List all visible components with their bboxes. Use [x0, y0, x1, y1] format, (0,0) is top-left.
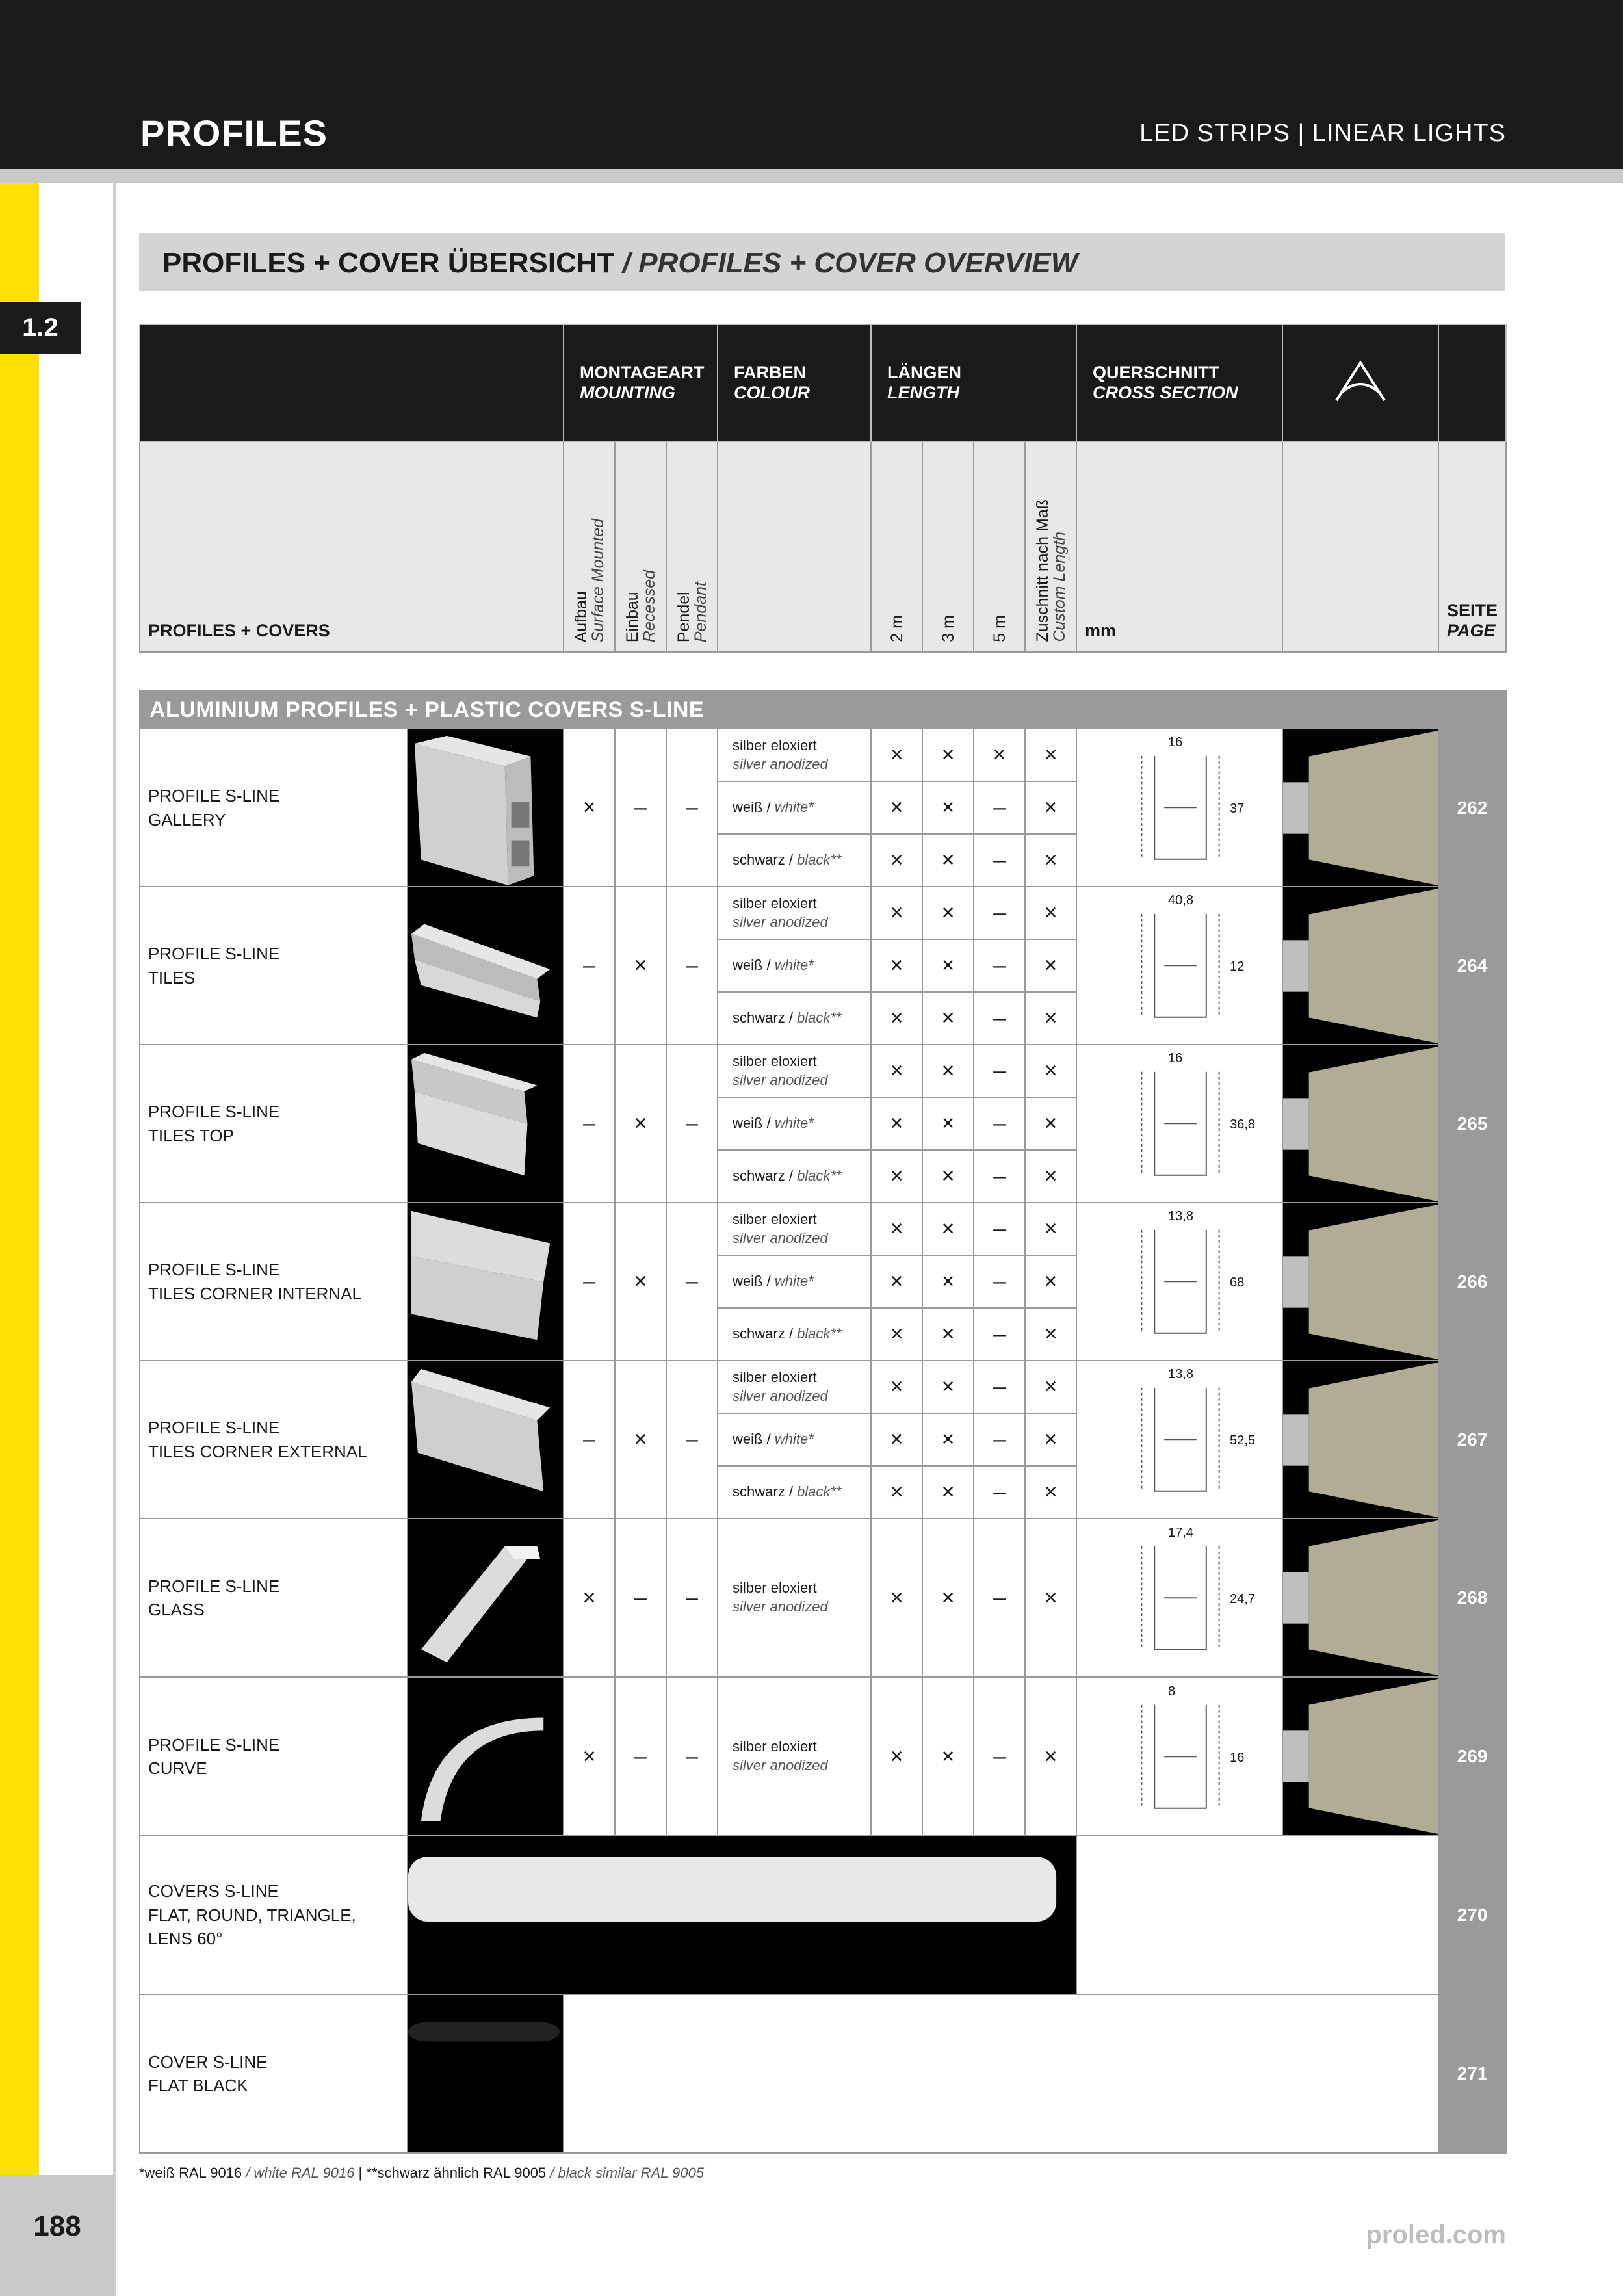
margin-line [113, 183, 116, 2296]
length-mark: – [974, 1413, 1025, 1466]
light-distribution [1282, 1677, 1438, 1836]
colour-white: weiß / white* [718, 1097, 871, 1150]
table-row [140, 1203, 1506, 1255]
colour-silver: silber eloxiert silver anodized [718, 1361, 871, 1413]
product-image [408, 729, 564, 887]
dim-width: 13,8 [1168, 1209, 1193, 1224]
header-blank-page [1438, 324, 1506, 441]
page-ref: 269 [1438, 1677, 1506, 1836]
length-mark: – [974, 1677, 1025, 1836]
cross-section [1076, 1361, 1282, 1519]
length-mark: × [922, 1045, 974, 1097]
length-mark: – [974, 1255, 1025, 1308]
table-row [140, 1994, 1506, 2153]
header-3m: 3 m [922, 441, 974, 652]
website-url: proled.com [1366, 2221, 1506, 2249]
light-distribution [1282, 1045, 1438, 1203]
length-mark: × [871, 1361, 922, 1413]
table-row [140, 887, 1506, 939]
length-mark: × [871, 781, 922, 834]
dim-height: 36,8 [1230, 1117, 1255, 1132]
colour-black: schwarz / black** [718, 1308, 871, 1361]
header-cross-section: QUERSCHNITT CROSS SECTION [1076, 324, 1282, 441]
length-mark: × [1025, 729, 1076, 781]
length-mark: × [922, 834, 974, 887]
colour-white: weiß / white* [718, 1255, 871, 1308]
length-mark: × [922, 992, 974, 1045]
beam-angle-icon [1282, 324, 1438, 441]
light-distribution [1282, 1519, 1438, 1677]
header-pendant: Pendel Pendant [666, 441, 718, 652]
table-gap [140, 652, 1506, 691]
page-ref: 270 [1438, 1836, 1506, 1994]
header-colour: FARBEN COLOUR [718, 324, 871, 441]
colour-black: schwarz / black** [718, 834, 871, 887]
table-row [140, 1836, 1506, 1994]
length-mark: × [922, 1308, 974, 1361]
header-colour-blank [718, 441, 871, 652]
length-mark: × [1025, 834, 1076, 887]
colour-black: schwarz / black** [718, 1466, 871, 1519]
colour-white: weiß / white* [718, 939, 871, 992]
length-mark: × [1025, 1097, 1076, 1150]
length-mark: × [1025, 1308, 1076, 1361]
mount-mark: × [564, 729, 615, 887]
cross-section [1076, 887, 1282, 1045]
colour-silver: silber eloxiert silver anodized [718, 887, 871, 939]
length-mark: × [1025, 939, 1076, 992]
header-mounting: MONTAGEART MOUNTING [564, 324, 718, 441]
length-mark: – [974, 992, 1025, 1045]
cross-section [1076, 729, 1282, 887]
page-title: PROFILES [140, 112, 328, 153]
mount-mark: × [615, 1045, 666, 1203]
mount-mark: – [666, 1203, 718, 1361]
mount-mark: – [666, 887, 718, 1045]
mount-mark: – [666, 1519, 718, 1677]
empty-cell [564, 1994, 1438, 2153]
length-mark: × [922, 729, 974, 781]
mount-mark: – [564, 1203, 615, 1361]
product-name: COVER S-LINE FLAT BLACK [140, 1994, 408, 2153]
header-length: LÄNGEN LENGTH [871, 324, 1076, 441]
length-mark: – [974, 1150, 1025, 1203]
table-row [140, 1519, 1506, 1677]
cross-section [1076, 1203, 1282, 1361]
length-mark: × [922, 1413, 974, 1466]
page-ref: 268 [1438, 1519, 1506, 1677]
product-image [408, 1203, 564, 1361]
dim-height: 37 [1230, 802, 1245, 816]
product-name: COVERS S-LINE FLAT, ROUND, TRIANGLE, LENS 60° [140, 1836, 408, 1994]
dim-width: 13,8 [1168, 1367, 1193, 1382]
length-mark: × [1025, 1677, 1076, 1836]
product-name: PROFILE S-LINE TILES CORNER EXTERNAL [140, 1361, 408, 1519]
length-mark: × [922, 1361, 974, 1413]
mount-mark: × [564, 1677, 615, 1836]
chapter-tab: 1.2 [0, 302, 81, 354]
header-surface: Aufbau Surface Mounted [564, 441, 615, 652]
page-ref: 262 [1438, 729, 1506, 887]
product-image [408, 1519, 564, 1677]
dim-width: 8 [1168, 1684, 1176, 1699]
page-ref: 271 [1438, 1994, 1506, 2153]
length-mark: – [974, 1097, 1025, 1150]
length-mark: – [974, 834, 1025, 887]
length-mark: × [871, 1045, 922, 1097]
length-mark: – [974, 939, 1025, 992]
table-row [140, 1045, 1506, 1097]
page-ref: 266 [1438, 1203, 1506, 1361]
colour-silver: silber eloxiert silver anodized [718, 729, 871, 781]
cross-section [1076, 1045, 1282, 1203]
length-mark: × [922, 1255, 974, 1308]
length-mark: × [871, 1255, 922, 1308]
length-mark: × [871, 1466, 922, 1519]
length-mark: × [1025, 1466, 1076, 1519]
length-mark: × [871, 834, 922, 887]
length-mark: × [1025, 1413, 1076, 1466]
mount-mark: × [615, 1361, 666, 1519]
length-mark: – [974, 1361, 1025, 1413]
section-band: ALUMINIUM PROFILES + PLASTIC COVERS S-LINE [140, 691, 1506, 729]
length-mark: × [922, 1519, 974, 1677]
length-mark: × [1025, 992, 1076, 1045]
length-mark: × [871, 1203, 922, 1255]
mount-mark: – [615, 729, 666, 887]
table-row [140, 1361, 1506, 1413]
mount-mark: – [564, 1045, 615, 1203]
length-mark: × [1025, 1361, 1076, 1413]
page-ref: 264 [1438, 887, 1506, 1045]
colour-white: weiß / white* [718, 1413, 871, 1466]
length-mark: × [922, 1466, 974, 1519]
header-page: SEITE PAGE [1438, 441, 1506, 652]
dim-height: 52,5 [1230, 1433, 1255, 1448]
length-mark: – [974, 781, 1025, 834]
colour-black: schwarz / black** [718, 992, 871, 1045]
header-mm: mm [1076, 441, 1282, 652]
length-mark: × [871, 729, 922, 781]
length-mark: × [1025, 1150, 1076, 1203]
empty-cell [1076, 1836, 1438, 1994]
section-title: PROFILES + COVER ÜBERSICHT / PROFILES + COVER OVERVIEW [162, 247, 1078, 279]
length-mark: × [1025, 1045, 1076, 1097]
dim-height: 16 [1230, 1750, 1245, 1765]
mount-mark: – [615, 1519, 666, 1677]
mount-mark: – [666, 1361, 718, 1519]
colour-silver: silber eloxiert silver anodized [718, 1519, 871, 1677]
dim-width: 17,4 [1168, 1525, 1193, 1540]
cover-image [408, 1994, 564, 2153]
length-mark: – [974, 887, 1025, 939]
mount-mark: × [615, 887, 666, 1045]
length-mark: × [1025, 887, 1076, 939]
mount-mark: × [615, 1203, 666, 1361]
product-name: PROFILE S-LINE CURVE [140, 1677, 408, 1836]
colour-black: schwarz / black** [718, 1150, 871, 1203]
page-number: 188 [33, 2210, 81, 2242]
dim-width: 16 [1168, 1051, 1183, 1066]
header-light-blank [1282, 441, 1438, 652]
product-name: PROFILE S-LINE GALLERY [140, 729, 408, 887]
light-distribution [1282, 1203, 1438, 1361]
dim-width: 16 [1168, 735, 1183, 750]
length-mark: – [974, 1466, 1025, 1519]
length-mark: × [871, 1519, 922, 1677]
length-mark: × [871, 992, 922, 1045]
length-mark: × [922, 1150, 974, 1203]
length-mark: × [1025, 781, 1076, 834]
header-blank [140, 324, 564, 441]
length-mark: × [922, 887, 974, 939]
product-name: PROFILE S-LINE TILES CORNER INTERNAL [140, 1203, 408, 1361]
product-name: PROFILE S-LINE TILES TOP [140, 1045, 408, 1203]
table-row [140, 1677, 1506, 1836]
product-image [408, 1677, 564, 1836]
length-mark: × [922, 1203, 974, 1255]
length-mark: × [1025, 1203, 1076, 1255]
page-ref: 265 [1438, 1045, 1506, 1203]
product-name: PROFILE S-LINE GLASS [140, 1519, 408, 1677]
product-image [408, 1045, 564, 1203]
header-custom: Zuschnitt nach Maß Custom Length [1025, 441, 1076, 652]
length-mark: – [974, 1519, 1025, 1677]
mount-mark: – [564, 1361, 615, 1519]
length-mark: × [922, 781, 974, 834]
dim-height: 68 [1230, 1275, 1245, 1290]
length-mark: × [871, 1097, 922, 1150]
length-mark: × [871, 939, 922, 992]
colour-white: weiß / white* [718, 781, 871, 834]
length-mark: × [871, 1413, 922, 1466]
length-mark: × [922, 1097, 974, 1150]
mount-mark: × [564, 1519, 615, 1677]
footnote: *weiß RAL 9016 / white RAL 9016 | **schwarz ähnlich RAL 9005 / black similar RAL 9005 [139, 2165, 705, 2181]
mount-mark: – [615, 1677, 666, 1836]
top-divider [0, 169, 1623, 183]
length-mark: × [974, 729, 1025, 781]
header-2m: 2 m [871, 441, 922, 652]
cross-section [1076, 1519, 1282, 1677]
cover-image [408, 1836, 1076, 1994]
length-mark: – [974, 1203, 1025, 1255]
product-name: PROFILE S-LINE TILES [140, 887, 408, 1045]
length-mark: × [1025, 1255, 1076, 1308]
header-profiles-covers: PROFILES + COVERS [140, 441, 564, 652]
dim-height: 24,7 [1230, 1591, 1255, 1606]
dim-width: 40,8 [1168, 893, 1193, 908]
length-mark: × [871, 1308, 922, 1361]
dim-height: 12 [1230, 959, 1245, 974]
cross-section [1076, 1677, 1282, 1836]
mount-mark: – [666, 1045, 718, 1203]
light-distribution [1282, 729, 1438, 887]
header-recessed: Einbau Recessed [615, 441, 666, 652]
page-ref: 267 [1438, 1361, 1506, 1519]
length-mark: × [871, 1677, 922, 1836]
table-row [140, 729, 1506, 781]
side-accent [0, 183, 39, 2175]
mount-mark: – [666, 1677, 718, 1836]
colour-silver: silber eloxiert silver anodized [718, 1045, 871, 1097]
length-mark: × [871, 1150, 922, 1203]
product-image [408, 1361, 564, 1519]
header-5m: 5 m [974, 441, 1025, 652]
mount-mark: – [666, 729, 718, 887]
light-distribution [1282, 887, 1438, 1045]
length-mark: × [922, 939, 974, 992]
length-mark: × [1025, 1519, 1076, 1677]
length-mark: – [974, 1045, 1025, 1097]
length-mark: – [974, 1308, 1025, 1361]
page-subtitle: LED STRIPS | LINEAR LIGHTS [1139, 120, 1506, 147]
colour-silver: silber eloxiert silver anodized [718, 1677, 871, 1836]
light-distribution [1282, 1361, 1438, 1519]
overview-table [139, 324, 1507, 2154]
mount-mark: – [564, 887, 615, 1045]
length-mark: × [922, 1677, 974, 1836]
product-image [408, 887, 564, 1045]
length-mark: × [871, 887, 922, 939]
colour-silver: silber eloxiert silver anodized [718, 1203, 871, 1255]
